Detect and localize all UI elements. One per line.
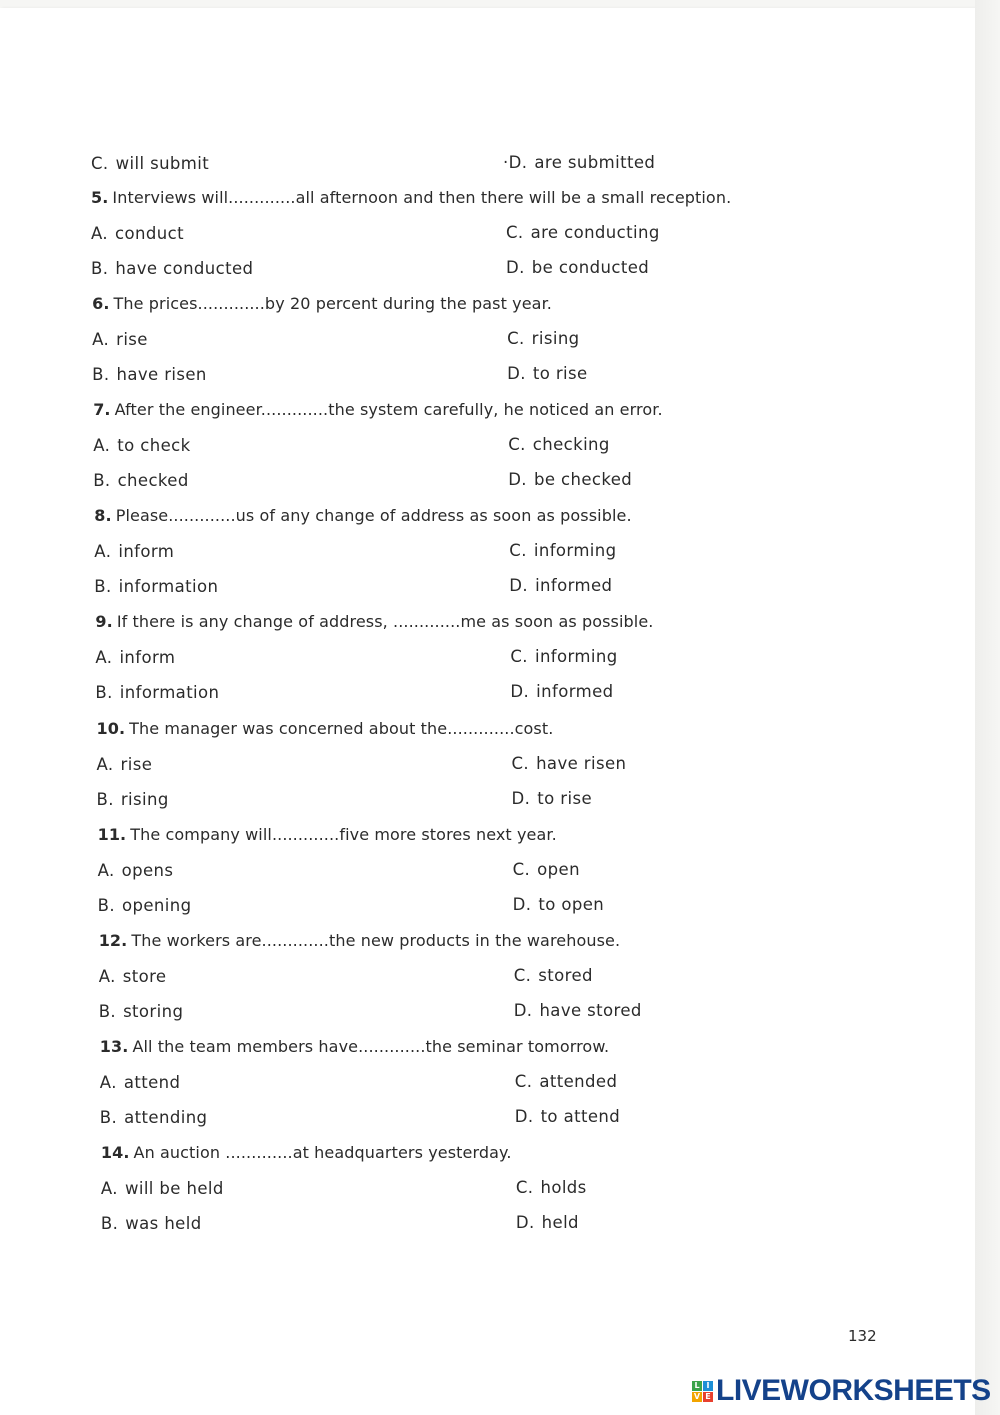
- option-c-q10: [512, 754, 627, 774]
- page-number: 132: [848, 1327, 877, 1345]
- option-letter: D.: [513, 1000, 533, 1020]
- liveworksheets-logo: [692, 1374, 991, 1408]
- option-text: rising: [531, 329, 580, 349]
- option-a-q10: [97, 755, 153, 775]
- option-c-q5: [506, 223, 660, 243]
- brand-name: LIVEWORKSHEETS: [716, 1374, 991, 1407]
- option-letter: D.: [515, 1212, 535, 1232]
- question-text: An auction .............at headquarters yesterday.: [133, 1142, 512, 1162]
- question-number: 7.: [93, 400, 111, 420]
- option-text: storing: [123, 1001, 184, 1021]
- option-letter: D.: [506, 258, 525, 277]
- option-text: to check: [117, 436, 191, 456]
- option-letter: B.: [99, 1107, 118, 1127]
- option-letter: A.: [95, 648, 113, 668]
- option-a-q8: [94, 542, 174, 562]
- liveworksheets-logo-icon: [692, 1381, 713, 1402]
- option-a-q7: [93, 436, 190, 456]
- option-b-q9: [95, 683, 219, 703]
- option-text: will be held: [124, 1178, 224, 1198]
- option-b-q7: [93, 471, 189, 491]
- option-text: to rise: [537, 788, 592, 808]
- option-c-q9: [510, 647, 617, 667]
- option-text: inform: [118, 542, 175, 562]
- question-11: [98, 825, 557, 845]
- option-letter: A.: [96, 754, 114, 774]
- option-text: have stored: [539, 1000, 642, 1020]
- option-letter: C.: [511, 753, 530, 773]
- option-letter: A.: [92, 330, 110, 350]
- question-text: The workers are.............the new products in the warehouse.: [131, 930, 621, 950]
- question-9: [95, 612, 653, 632]
- question-14: [101, 1143, 512, 1163]
- option-letter: B.: [93, 471, 111, 491]
- option-letter: A.: [91, 224, 109, 243]
- option-c-q8: [509, 541, 616, 561]
- option-letter: C.: [508, 435, 526, 455]
- option-letter: D.: [508, 470, 527, 490]
- question-number: 12.: [98, 930, 128, 950]
- logo-square: E: [703, 1392, 713, 1402]
- option-letter: A.: [97, 860, 115, 880]
- option-d-q14: [516, 1213, 579, 1233]
- question-10: [97, 719, 554, 739]
- option-text: rise: [120, 754, 153, 774]
- option-b-q5: [91, 259, 253, 279]
- option-b-q11: [98, 896, 192, 916]
- option-text: be checked: [533, 470, 633, 490]
- option-letter: D.: [509, 576, 529, 596]
- option-d-q9: [510, 682, 613, 702]
- option-d-q13: [515, 1107, 620, 1127]
- option-text: have conducted: [115, 259, 254, 278]
- question-5: [91, 188, 731, 208]
- option-text: be conducted: [531, 258, 650, 277]
- option-text: conduct: [115, 224, 184, 243]
- option-letter: B.: [92, 365, 110, 385]
- question-13: [100, 1037, 609, 1057]
- option-c-q13: [515, 1072, 618, 1092]
- option-letter: D.: [511, 788, 531, 808]
- option-letter: D.: [507, 364, 526, 384]
- option-letter: C.: [507, 329, 525, 349]
- option-c-q14: [516, 1178, 587, 1198]
- question-7: [93, 400, 662, 420]
- worksheet-page: [0, 8, 975, 1415]
- question-number: 11.: [97, 824, 127, 844]
- question-12: [99, 931, 620, 951]
- option-a-q5: [91, 224, 184, 244]
- option-b-q6: [92, 365, 207, 385]
- question-6: [92, 294, 552, 314]
- option-text: store: [122, 966, 167, 986]
- question-number: 5.: [91, 188, 109, 207]
- option-letter: A.: [100, 1178, 118, 1198]
- option-letter: C.: [510, 647, 528, 667]
- option-text: attended: [539, 1071, 618, 1091]
- option-text: checking: [532, 435, 610, 455]
- option-text: have risen: [536, 753, 627, 773]
- option-b-q12: [99, 1002, 184, 1022]
- question-text: If there is any change of address, .............me as soon as possible.: [116, 612, 654, 632]
- option-letter: B.: [100, 1213, 119, 1233]
- option-text: information: [119, 683, 220, 703]
- option-text: attend: [123, 1072, 181, 1092]
- option-c-q11: [513, 860, 580, 880]
- option-text: attending: [124, 1107, 208, 1127]
- logo-square: I: [703, 1381, 713, 1391]
- option-letter: C.: [512, 859, 531, 879]
- option-a-q14: [101, 1179, 224, 1199]
- option-d-q10: [512, 789, 593, 809]
- question-text: Please.............us of any change of address as soon as possible.: [115, 506, 632, 526]
- question-number: 8.: [94, 506, 112, 526]
- option-text: stored: [538, 965, 593, 985]
- option-d-q6: [507, 364, 588, 384]
- question-text: All the team members have.............the seminar tomorrow.: [132, 1036, 610, 1056]
- option-letter: B.: [98, 1001, 117, 1021]
- question-text: The company will.............five more stores next year.: [130, 824, 557, 844]
- option-c-q6: [507, 329, 579, 349]
- question-number: 14.: [100, 1142, 130, 1162]
- option-letter: D.: [514, 1106, 534, 1126]
- option-d-q4: ·D. are submitted: [503, 153, 656, 172]
- option-text: inform: [119, 648, 176, 668]
- option-letter: A.: [98, 966, 116, 986]
- option-d-q11: [513, 895, 605, 915]
- question-text: Interviews will.............all afternoon and then there will be a small reception.: [112, 188, 732, 207]
- page-edge-shadow: [975, 0, 1000, 1415]
- option-a-q6: [92, 330, 148, 350]
- option-text: informed: [535, 576, 613, 596]
- option-d-q8: [509, 576, 612, 596]
- option-text: rise: [116, 330, 148, 350]
- question-text: After the engineer.............the system carefully, he noticed an error.: [114, 400, 663, 420]
- option-b-q8: [94, 577, 218, 597]
- logo-square: L: [692, 1381, 702, 1391]
- option-text: opening: [121, 895, 192, 915]
- question-number: 9.: [95, 612, 113, 632]
- option-text: informing: [533, 541, 617, 561]
- option-b-q13: [100, 1108, 208, 1128]
- option-d-q12: [514, 1001, 642, 1021]
- option-text: to attend: [540, 1106, 621, 1126]
- question-number: 6.: [92, 294, 110, 314]
- option-d-q5: [506, 258, 649, 278]
- option-text: opens: [121, 860, 174, 880]
- option-letter: C.: [509, 541, 527, 561]
- option-letter: A.: [94, 542, 112, 562]
- option-letter: B.: [97, 895, 115, 915]
- option-text: held: [541, 1212, 579, 1232]
- option-text: was held: [125, 1213, 202, 1233]
- option-b-q14: [101, 1214, 202, 1234]
- question-text: The prices.............by 20 percent during the past year.: [113, 294, 552, 314]
- option-c-q4: C. will submit: [91, 154, 210, 173]
- option-letter: B.: [96, 789, 114, 809]
- option-a-q13: [100, 1073, 181, 1093]
- option-a-q9: [95, 648, 175, 668]
- option-a-q12: [99, 967, 167, 987]
- option-letter: B.: [95, 683, 113, 703]
- option-letter: A.: [93, 436, 111, 456]
- option-letter: B.: [91, 259, 109, 278]
- option-letter: D.: [512, 894, 532, 914]
- option-text: rising: [120, 789, 169, 809]
- option-b-q10: [97, 790, 169, 810]
- option-letter: C.: [506, 223, 524, 242]
- option-letter: C.: [515, 1177, 534, 1197]
- option-text: holds: [540, 1177, 587, 1197]
- option-text: have risen: [116, 365, 207, 385]
- option-letter: A.: [99, 1072, 117, 1092]
- option-c-q12: [514, 966, 593, 986]
- option-letter: D.: [510, 682, 530, 702]
- question-number: 10.: [96, 718, 126, 738]
- option-text: informed: [536, 682, 614, 702]
- option-a-q11: [98, 861, 174, 881]
- question-number: 13.: [99, 1036, 129, 1056]
- option-letter: C.: [513, 965, 532, 985]
- option-letter: B.: [94, 577, 112, 597]
- option-d-q7: [508, 470, 632, 490]
- option-text: checked: [117, 471, 189, 491]
- logo-square: V: [693, 1391, 701, 1401]
- option-text: to rise: [532, 364, 588, 384]
- option-text: open: [537, 859, 580, 879]
- question-text: The manager was concerned about the.............cost.: [129, 718, 554, 738]
- question-8: [94, 506, 631, 526]
- option-text: to open: [538, 894, 605, 914]
- option-c-q7: [508, 435, 610, 455]
- option-letter: C.: [514, 1071, 533, 1091]
- option-text: are conducting: [530, 223, 660, 242]
- option-text: information: [118, 577, 219, 597]
- option-text: informing: [534, 647, 618, 667]
